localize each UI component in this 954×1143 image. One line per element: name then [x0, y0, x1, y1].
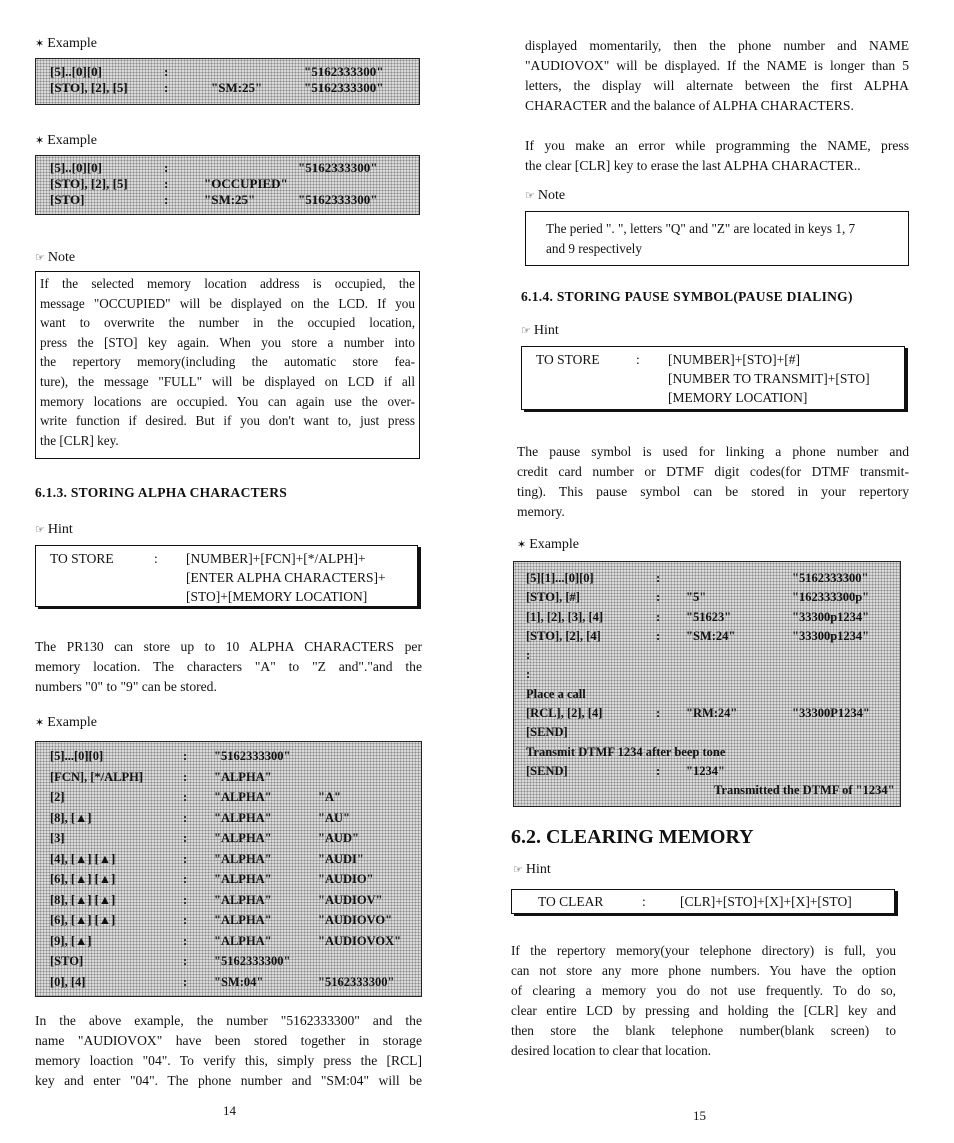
example-label: ✶ Example — [35, 36, 97, 51]
lcd-example-4: [5][1]...[0][0] : "5162333300" [STO], [#] : "5" "162333300p" [1], [2], [3], [4] : "51623" "33300p1234" [STO], [2], [4] : "SM:24" "33300p1234" : : Place a call [RCL], [2], [4] : "RM:24" "33300P1234" [SEND] Transmit DTMF 1234 after beep tone [SEND] : "1234" Transmitted the DTMF of "1234" — [513, 561, 901, 807]
section-title: 6.2. CLEARING MEMORY — [511, 826, 754, 848]
lcd-row: [5]..[0][0] : "5162333300" — [50, 160, 378, 175]
note-line: ture), the message "FULL" will be displayed on LCD if all — [40, 373, 415, 389]
page-number: 14 — [223, 1103, 236, 1118]
paragraph: The pause symbol is used for linking a phone number and credit card number or DTMF digit codes(for DTMF transmit- ting). This pause symbol can be stored in your repertory memory. — [517, 444, 909, 519]
paragraph: The PR130 can store up to 10 ALPHA CHARACTERS per memory location. The characters "A" to "Z and"."and the numbers "0" to "9" can be stored. — [35, 639, 422, 694]
example-label: ✶ Example — [517, 537, 579, 552]
lcd-example-2 — [35, 155, 420, 215]
note-label: ☞ Note — [525, 188, 566, 203]
paragraph: In the above example, the number "5162333300" and the name "AUDIOVOX" have been stored together in storage memory loaction "04". To verify this, simply press the [RCL] key and enter "04". The phone number and "SM:04" will be — [35, 1013, 422, 1088]
page-number: 15 — [693, 1108, 706, 1123]
note-line: write function if desired. But if you don't want to, just press — [40, 413, 415, 429]
example-label: ✶ Example — [35, 715, 97, 730]
lcd-example-1 — [35, 58, 420, 105]
hint-label: ☞ Hint — [35, 522, 73, 537]
note-line: press the [STO] key again. When you store a number into — [40, 334, 415, 350]
note-line: message "OCCUPIED" will be displayed on the LCD. If you — [40, 295, 415, 311]
note-line: memory locations are occupied. You can again use the over- — [40, 393, 415, 409]
hint-label: ☞ Hint — [513, 862, 551, 877]
lcd-row: [5]..[0][0] : "5162333300" — [50, 64, 384, 79]
note-line: the [CLR] key. — [40, 432, 119, 448]
hint-box: TO STORE : [NUMBER]+[FCN]+[*/ALPH]+ [ENTER ALPHA CHARACTERS]+ [STO]+[MEMORY LOCATION] — [35, 545, 418, 607]
section-title: 6.1.3. STORING ALPHA CHARACTERS — [35, 485, 288, 500]
note-line: the repertory memory(including the automatic store fea- — [40, 354, 415, 370]
note-line: If the selected memory location address is occupied, the — [40, 276, 415, 291]
paragraph: If the repertory memory(your telephone directory) is full, you can not store any more phone numbers. You have the option of clearing a memory you do not use frequently. To do so, clear entire LCD by pressing and holding the [CLR] key and then store the blank telephone number(blank screen) to desired location to clear that location. — [511, 943, 896, 1058]
lcd-row: [STO], [2], [5] : "OCCUPIED" — [50, 176, 288, 191]
note-box: The peried ". ", letters "Q" and "Z" are located in keys 1, 7 and 9 respectively — [525, 211, 909, 266]
lcd-row: [STO] : "SM:25" "5162333300" — [50, 192, 378, 207]
hint-box: TO STORE : [NUMBER]+[STO]+[#] [NUMBER TO TRANSMIT]+[STO] [MEMORY LOCATION] — [521, 346, 905, 410]
lcd-row: [STO], [2], [5] : "SM:25" "5162333300" — [50, 80, 384, 95]
paragraph: displayed momentarily, then the phone number and NAME "AUDIOVOX" will be displayed. If the NAME is longer than 5 letters, the display will alternate between the first ALPHA CHARACTER and the balance of ALPHA CHARACTERS. — [525, 38, 909, 113]
lcd-example-3: [5]...[0][0] : "5162333300" [FCN], [*/ALPH] : "ALPHA" [2] : "ALPHA" "A" [8], [▲] : "ALPHA" "AU" [3] : "ALPHA" "AUD" [4], [▲] [▲] : "ALPHA" "AUDI" [6], [▲] [▲] : "ALPHA" "AUDIO" [8], [▲] [▲] : "ALPHA" "AUDIOV" [6], [▲] [▲] : "ALPHA" "AUDIOVO" [9], [▲] : "ALPHA" "AUDIOVOX" [STO] : "5162333300" [0], [4] : "SM:04" "5162333300" — [35, 741, 422, 997]
section-title: 6.1.4. STORING PAUSE SYMBOL(PAUSE DIALING) — [521, 289, 853, 304]
example-label: ✶ Example — [35, 133, 97, 148]
note-box — [35, 271, 420, 459]
paragraph: If you make an error while programming the NAME, press the clear [CLR] key to erase the last ALPHA CHARACTER.. — [525, 138, 909, 173]
hint-label: ☞ Hint — [521, 323, 559, 338]
note-label: ☞ Note — [35, 250, 76, 265]
hint-box: TO CLEAR : [CLR]+[STO]+[X]+[X]+[STO] — [511, 889, 895, 914]
note-line: want to overwrite the number in the occupied location, — [40, 315, 415, 331]
